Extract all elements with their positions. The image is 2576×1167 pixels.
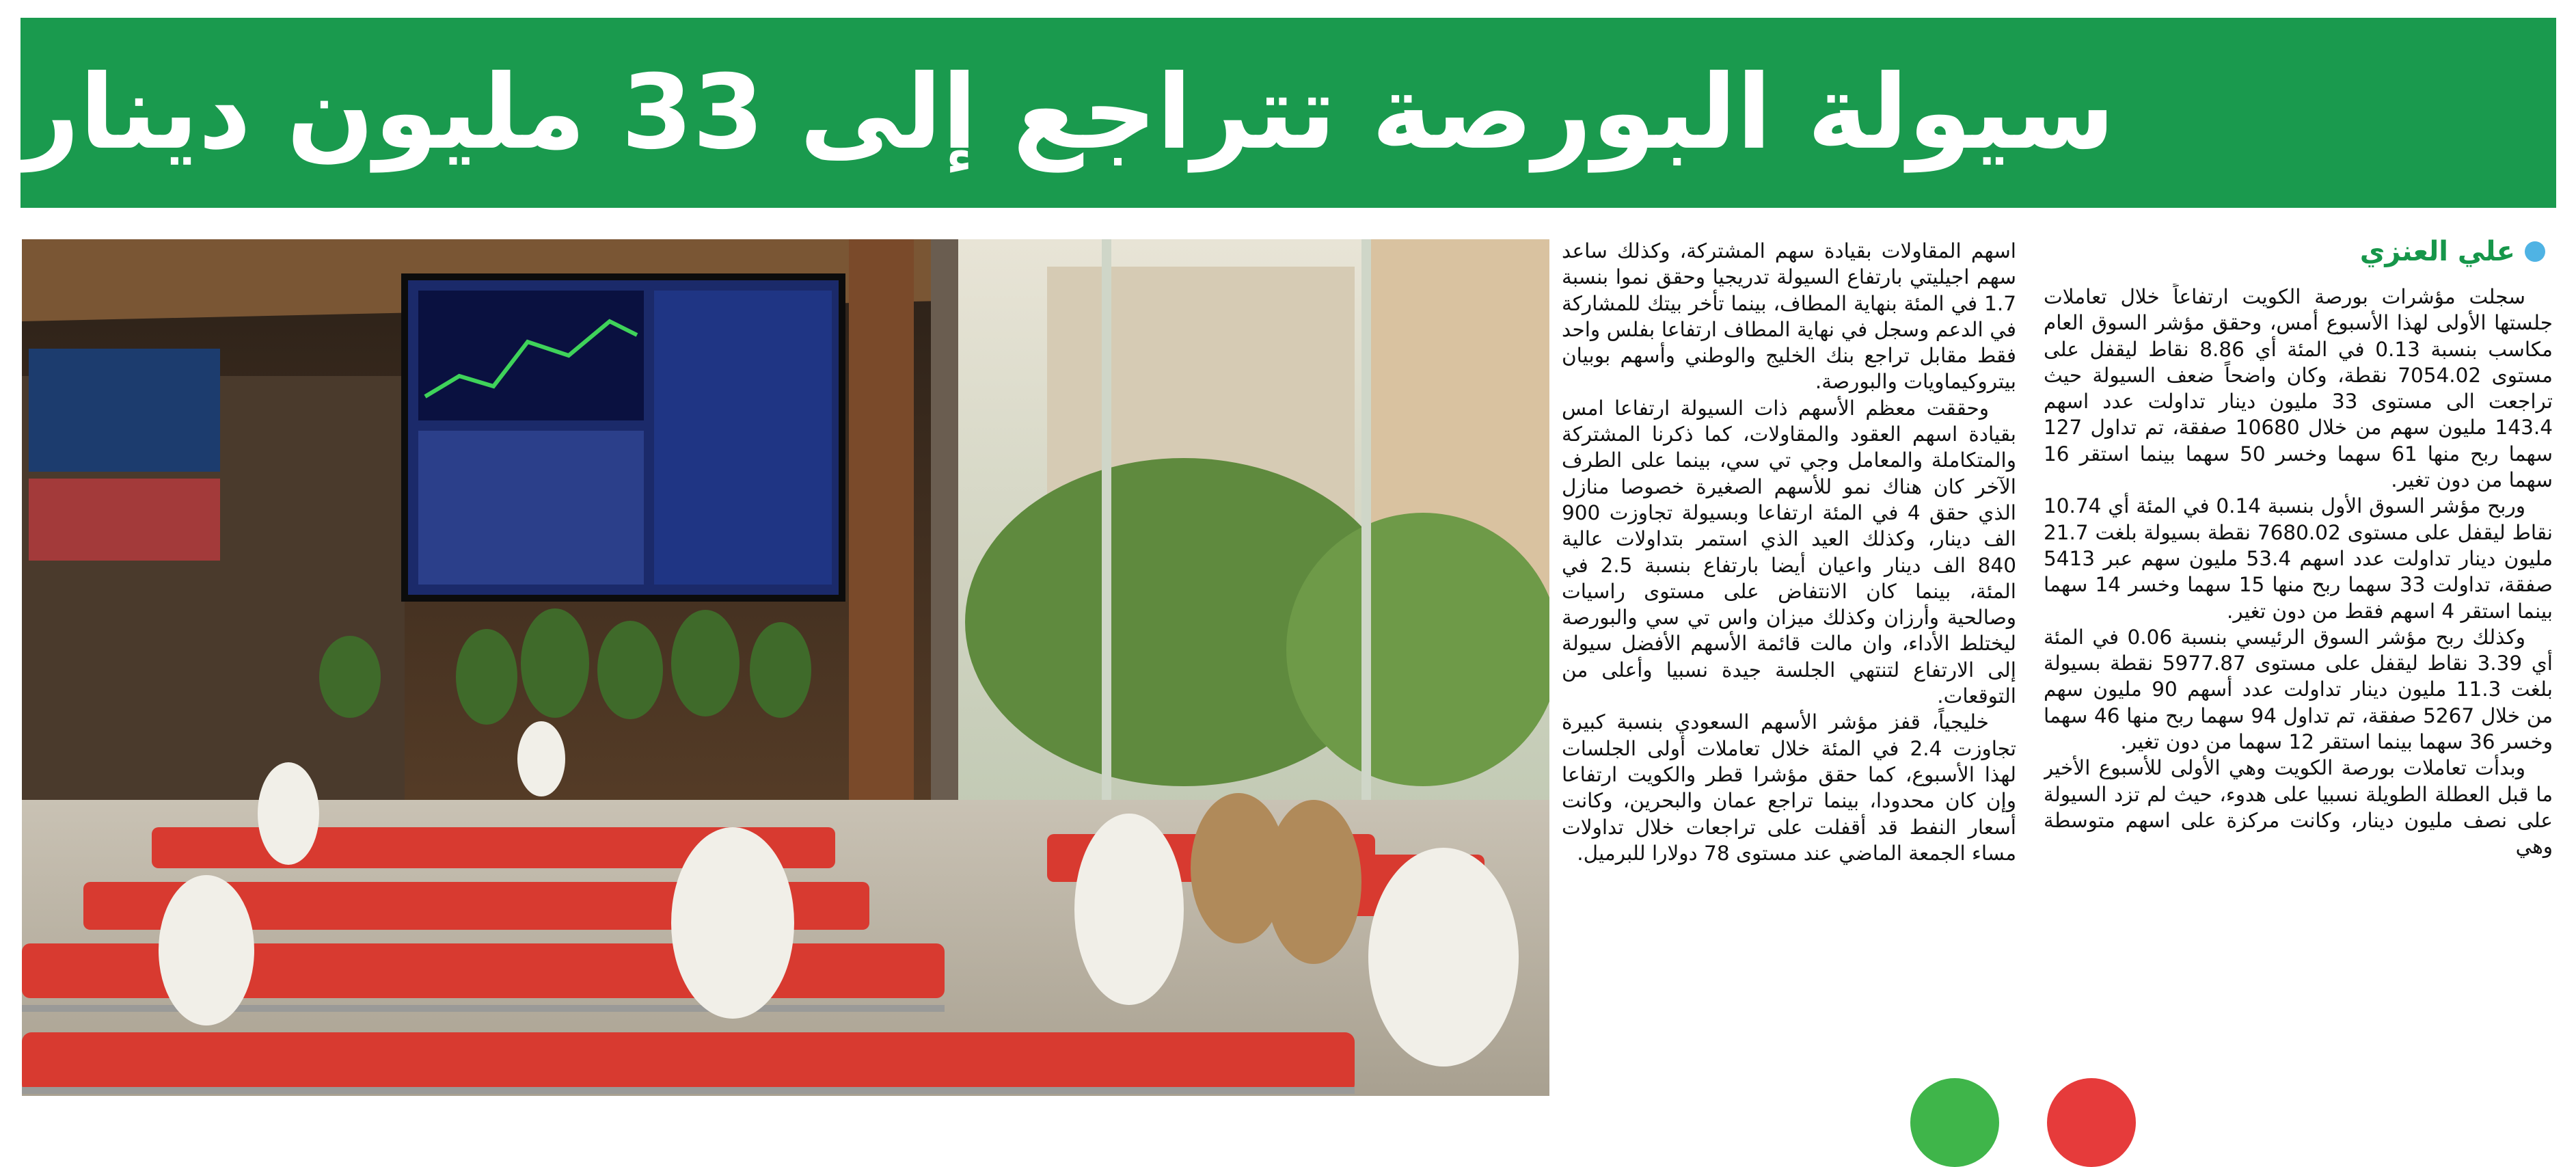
- headline: سيولة البورصة تتراجع إلى 33 مليون دينار: [21, 53, 2115, 172]
- article-paragraph: اسهم المقاولات بقيادة سهم المشتركة، وكذلك ساعد سهم اجيليتي بارتفاع السيولة تدريجيا وحقق نموا بنسبة 1.7 في المئة بنهاية المطاف، بينما تأخر بيتك للمشاركة في الدعم وسجل في نهاية المطاف ارتفاعا بفلس واحد فقط مقابل تراجع بنك الخليج والوطني وأسهم بوبيان بيتروكيماويات والبورصة.: [1562, 239, 2016, 394]
- byline: [2360, 238, 2545, 265]
- footer-red-circle: [2047, 1078, 2136, 1167]
- article-paragraph: وبدأت تعاملات بورصة الكويت وهي الأولى للأسبوع الأخير ما قبل العطلة الطويلة نسبيا على هدوء، حيث لم تزد السيولة على نصف مليون دينار، وكانت مركزة على اسهم متوسطة وهي: [2044, 756, 2553, 859]
- headline-banner: [21, 18, 2556, 208]
- byline-author: علي العنزي: [2359, 236, 2515, 267]
- article-column-right: [2044, 284, 2553, 1090]
- article-paragraph: وحققت معظم الأسهم ذات السيولة ارتفاعا امس بقيادة اسهم العقود والمقاولات، كما ذكرنا المشتركة والمتكاملة والمعامل وجي تي سي، بينما على الطرف الآخر كان هناك نمو للأسهم الصغيرة خصوصا منازل الذي حقق 4 في المئة ارتفاعا وبسيولة تجاوزت 900 الف دينار، وكذلك العيد الذي استمر بتداولات عالية 840 الف دينار واعيان أيضا بارتفاع بنسبة 2.5 في المئة، بينما كان الانتفاض على مستوى راسيات وصالحية وأرزان وكذلك ميزان واس تي سي والبورصة ليختلط الأداء، وان مالت قائمة الأسهم الأفضل سيولة إلى الارتفاع لتنتهي الجلسة جيدة نسبيا وأعلى من التوقعات.: [1562, 396, 2016, 708]
- article-paragraph: سجلت مؤشرات بورصة الكويت ارتفاعاً خلال تعاملات جلستها الأولى لهذا الأسبوع أمس، وحقق مؤشر السوق العام مكاسب بنسبة 0.13 في المئة أي 8.86 نقاط ليقفل على مستوى 7054.02 نقطة، وكان واضحاً ضعف السيولة حيث تراجعت الى مستوى 33 مليون دينار تداولت عدد اسهم 143.4 مليون سهم من خلال 10680 صفقة، تم تداول 127 سهما ربح منها 61 سهما وخسر 50 سهما بينما استقر 16 سهما من دون تغير.: [2044, 285, 2553, 492]
- article-paragraph: خليجياً، قفز مؤشر الأسهم السعودي بنسبة كبيرة تجاوزت 2.4 في المئة خلال تعاملات أولى الجلسات لهذا الأسبوع، كما حقق مؤشرا قطر والكويت ارتفاعا وإن كان محدودا، بينما تراجع عمان والبحرين، وكانت أسعار النفط قد أقفلت على تراجعات خلال تداولات مساء الجمعة الماضي عند مستوى 78 دولارا للبرميل.: [1562, 710, 2016, 865]
- article-paragraph: وكذلك ربح مؤشر السوق الرئيسي بنسبة 0.06 في المئة أي 3.39 نقاط ليقفل على مستوى 5977.87 نقطة بسيولة بلغت 11.3 مليون دينار تداولت عدد أسهم 90 مليون سهم من خلال 5267 صفقة، تم تداول 94 سهما ربح منها 46 سهما وخسر 36 سهما بينما استقر 12 سهما من دون تغير.: [2044, 625, 2553, 754]
- article-column-left: [1562, 238, 2016, 1092]
- article-paragraph: وربح مؤشر السوق الأول بنسبة 0.14 في المئة أي 10.74 نقاط ليقفل على مستوى 7680.02 نقطة بسيولة بلغت 21.7 مليون دينار تداولت عدد اسهم 53.4 مليون سهم عبر 5413 صفقة، تداولت 33 سهما ربح منها 15 سهما وخسر 14 سهما بينما استقر 4 اسهم فقط من دون تغير.: [2044, 494, 2553, 623]
- footer-green-circle: [1910, 1078, 1999, 1167]
- byline-bullet-icon: [2525, 241, 2545, 262]
- news-photo-stock-exchange-hall: [22, 239, 1549, 1096]
